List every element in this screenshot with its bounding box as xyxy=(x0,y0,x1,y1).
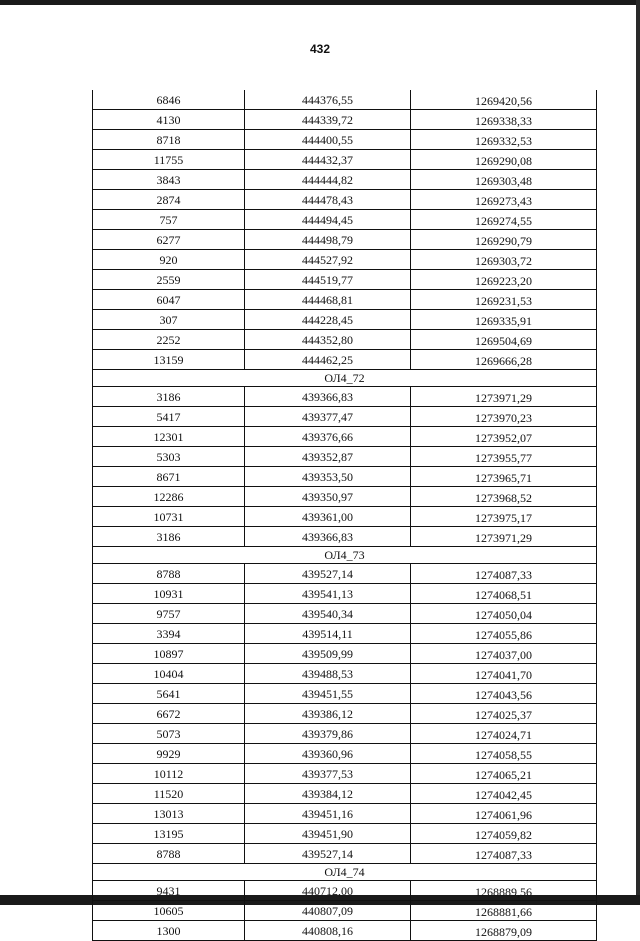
x-coordinate-cell: 439384,12 xyxy=(245,784,411,804)
y-coordinate-cell: 1274065,21 xyxy=(411,764,597,784)
point-number-cell: 3186 xyxy=(93,387,245,407)
point-number-cell: 307 xyxy=(93,310,245,330)
table-row xyxy=(93,427,597,447)
x-coordinate-cell: 439377,47 xyxy=(245,407,411,427)
y-coordinate-cell: 1274037,00 xyxy=(411,644,597,664)
point-number-cell: 8718 xyxy=(93,130,245,150)
y-coordinate-cell: 1274024,71 xyxy=(411,724,597,744)
y-coordinate-cell: 1274043,56 xyxy=(411,684,597,704)
point-number-cell: 5417 xyxy=(93,407,245,427)
table-row xyxy=(93,507,597,527)
y-coordinate-cell: 1269666,28 xyxy=(411,350,597,370)
point-number-cell: 12286 xyxy=(93,487,245,507)
section-header-row xyxy=(93,864,597,881)
x-coordinate-cell: 444444,82 xyxy=(245,170,411,190)
table-row xyxy=(93,447,597,467)
x-coordinate-cell: 444494,45 xyxy=(245,210,411,230)
point-number-cell: 13195 xyxy=(93,824,245,844)
scan-edge-right xyxy=(636,0,640,905)
table-row xyxy=(93,407,597,427)
x-coordinate-cell: 444498,79 xyxy=(245,230,411,250)
y-coordinate-cell: 1274059,82 xyxy=(411,824,597,844)
table-row xyxy=(93,387,597,407)
point-number-cell: 8671 xyxy=(93,467,245,487)
table-row xyxy=(93,170,597,190)
table-row xyxy=(93,250,597,270)
table-row xyxy=(93,824,597,844)
x-coordinate-cell: 444352,80 xyxy=(245,330,411,350)
point-number-cell: 10404 xyxy=(93,664,245,684)
table-row xyxy=(93,150,597,170)
y-coordinate-cell: 1268881,66 xyxy=(411,901,597,921)
section-header-row xyxy=(93,547,597,564)
x-coordinate-cell: 439379,86 xyxy=(245,724,411,744)
point-number-cell: 6672 xyxy=(93,704,245,724)
x-coordinate-cell: 439509,99 xyxy=(245,644,411,664)
x-coordinate-cell: 444376,55 xyxy=(245,90,411,110)
table-row xyxy=(93,527,597,547)
point-number-cell: 3186 xyxy=(93,527,245,547)
table-row xyxy=(93,230,597,250)
y-coordinate-cell: 1273970,23 xyxy=(411,407,597,427)
point-number-cell: 12301 xyxy=(93,427,245,447)
y-coordinate-cell: 1273971,29 xyxy=(411,527,597,547)
table-row xyxy=(93,744,597,764)
point-number-cell: 757 xyxy=(93,210,245,230)
point-number-cell: 11520 xyxy=(93,784,245,804)
table-row xyxy=(93,487,597,507)
x-coordinate-cell: 444432,37 xyxy=(245,150,411,170)
point-number-cell: 6846 xyxy=(93,90,245,110)
y-coordinate-cell: 1273968,52 xyxy=(411,487,597,507)
y-coordinate-cell: 1268889,56 xyxy=(411,881,597,901)
point-number-cell: 8788 xyxy=(93,844,245,864)
y-coordinate-cell: 1269420,56 xyxy=(411,90,597,110)
point-number-cell: 4130 xyxy=(93,110,245,130)
table-row xyxy=(93,350,597,370)
y-coordinate-cell: 1274050,04 xyxy=(411,604,597,624)
y-coordinate-cell: 1269504,69 xyxy=(411,330,597,350)
x-coordinate-cell: 444478,43 xyxy=(245,190,411,210)
table-row xyxy=(93,704,597,724)
point-number-cell: 3843 xyxy=(93,170,245,190)
y-coordinate-cell: 1269303,72 xyxy=(411,250,597,270)
x-coordinate-cell: 439451,90 xyxy=(245,824,411,844)
x-coordinate-cell: 444462,25 xyxy=(245,350,411,370)
x-coordinate-cell: 439541,13 xyxy=(245,584,411,604)
table-row xyxy=(93,110,597,130)
point-number-cell: 13013 xyxy=(93,804,245,824)
x-coordinate-cell: 439488,53 xyxy=(245,664,411,684)
table-row xyxy=(93,270,597,290)
y-coordinate-cell: 1274042,45 xyxy=(411,784,597,804)
y-coordinate-cell: 1273955,77 xyxy=(411,447,597,467)
x-coordinate-cell: 444339,72 xyxy=(245,110,411,130)
page-number: 432 xyxy=(309,42,331,56)
table-row xyxy=(93,210,597,230)
x-coordinate-cell: 444527,92 xyxy=(245,250,411,270)
point-number-cell: 10605 xyxy=(93,901,245,921)
x-coordinate-cell: 439451,16 xyxy=(245,804,411,824)
table-row xyxy=(93,130,597,150)
point-number-cell: 3394 xyxy=(93,624,245,644)
y-coordinate-cell: 1274025,37 xyxy=(411,704,597,724)
table-row xyxy=(93,844,597,864)
point-number-cell: 10112 xyxy=(93,764,245,784)
y-coordinate-cell: 1273971,29 xyxy=(411,387,597,407)
table-row xyxy=(93,190,597,210)
x-coordinate-cell: 439366,83 xyxy=(245,387,411,407)
table-row xyxy=(93,784,597,804)
y-coordinate-cell: 1273952,07 xyxy=(411,427,597,447)
y-coordinate-cell: 1274061,96 xyxy=(411,804,597,824)
coordinates-table-body xyxy=(93,90,597,941)
y-coordinate-cell: 1269274,55 xyxy=(411,210,597,230)
y-coordinate-cell: 1274058,55 xyxy=(411,744,597,764)
x-coordinate-cell: 439527,14 xyxy=(245,844,411,864)
point-number-cell: 6277 xyxy=(93,230,245,250)
table-row xyxy=(93,624,597,644)
x-coordinate-cell: 444228,45 xyxy=(245,310,411,330)
table-row xyxy=(93,90,597,110)
point-number-cell: 5641 xyxy=(93,684,245,704)
point-number-cell: 6047 xyxy=(93,290,245,310)
y-coordinate-cell: 1269231,53 xyxy=(411,290,597,310)
y-coordinate-cell: 1268879,09 xyxy=(411,921,597,941)
table-row xyxy=(93,664,597,684)
x-coordinate-cell: 439540,34 xyxy=(245,604,411,624)
y-coordinate-cell: 1273975,17 xyxy=(411,507,597,527)
point-number-cell: 11755 xyxy=(93,150,245,170)
y-coordinate-cell: 1269303,48 xyxy=(411,170,597,190)
x-coordinate-cell: 439350,97 xyxy=(245,487,411,507)
table-row xyxy=(93,921,597,941)
point-number-cell: 2559 xyxy=(93,270,245,290)
point-number-cell: 10731 xyxy=(93,507,245,527)
table-row xyxy=(93,881,597,901)
y-coordinate-cell: 1274087,33 xyxy=(411,844,597,864)
x-coordinate-cell: 439377,53 xyxy=(245,764,411,784)
y-coordinate-cell: 1269335,91 xyxy=(411,310,597,330)
x-coordinate-cell: 440808,16 xyxy=(245,921,411,941)
point-number-cell: 9757 xyxy=(93,604,245,624)
table-row xyxy=(93,310,597,330)
y-coordinate-cell: 1274068,51 xyxy=(411,584,597,604)
x-coordinate-cell: 440712,00 xyxy=(245,881,411,901)
y-coordinate-cell: 1269290,08 xyxy=(411,150,597,170)
point-number-cell: 5073 xyxy=(93,724,245,744)
table-row xyxy=(93,724,597,744)
point-number-cell: 10931 xyxy=(93,584,245,604)
y-coordinate-cell: 1269332,53 xyxy=(411,130,597,150)
table-row xyxy=(93,764,597,784)
point-number-cell: 2252 xyxy=(93,330,245,350)
y-coordinate-cell: 1274055,86 xyxy=(411,624,597,644)
x-coordinate-cell: 439353,50 xyxy=(245,467,411,487)
section-label: ОЛ4_74 xyxy=(93,864,597,881)
table-row xyxy=(93,564,597,584)
x-coordinate-cell: 439366,83 xyxy=(245,527,411,547)
x-coordinate-cell: 439376,66 xyxy=(245,427,411,447)
y-coordinate-cell: 1269338,33 xyxy=(411,110,597,130)
point-number-cell: 920 xyxy=(93,250,245,270)
x-coordinate-cell: 444468,81 xyxy=(245,290,411,310)
x-coordinate-cell: 439527,14 xyxy=(245,564,411,584)
section-label: ОЛ4_72 xyxy=(93,370,597,387)
x-coordinate-cell: 439352,87 xyxy=(245,447,411,467)
x-coordinate-cell: 439514,11 xyxy=(245,624,411,644)
x-coordinate-cell: 439386,12 xyxy=(245,704,411,724)
y-coordinate-cell: 1274087,33 xyxy=(411,564,597,584)
scan-edge-top xyxy=(0,0,640,5)
point-number-cell: 13159 xyxy=(93,350,245,370)
table-row xyxy=(93,804,597,824)
table-row xyxy=(93,644,597,664)
table-row xyxy=(93,584,597,604)
point-number-cell: 8788 xyxy=(93,564,245,584)
table-row xyxy=(93,330,597,350)
point-number-cell: 10897 xyxy=(93,644,245,664)
coordinates-table xyxy=(92,90,597,941)
y-coordinate-cell: 1273965,71 xyxy=(411,467,597,487)
point-number-cell: 9431 xyxy=(93,881,245,901)
x-coordinate-cell: 444519,77 xyxy=(245,270,411,290)
x-coordinate-cell: 444400,55 xyxy=(245,130,411,150)
point-number-cell: 2874 xyxy=(93,190,245,210)
x-coordinate-cell: 440807,09 xyxy=(245,901,411,921)
table-row xyxy=(93,901,597,921)
x-coordinate-cell: 439361,00 xyxy=(245,507,411,527)
table-row xyxy=(93,684,597,704)
table-row xyxy=(93,604,597,624)
point-number-cell: 5303 xyxy=(93,447,245,467)
y-coordinate-cell: 1274041,70 xyxy=(411,664,597,684)
point-number-cell: 9929 xyxy=(93,744,245,764)
table-row xyxy=(93,290,597,310)
y-coordinate-cell: 1269223,20 xyxy=(411,270,597,290)
x-coordinate-cell: 439451,55 xyxy=(245,684,411,704)
y-coordinate-cell: 1269290,79 xyxy=(411,230,597,250)
section-header-row xyxy=(93,370,597,387)
x-coordinate-cell: 439360,96 xyxy=(245,744,411,764)
section-label: ОЛ4_73 xyxy=(93,547,597,564)
table-row xyxy=(93,467,597,487)
point-number-cell: 1300 xyxy=(93,921,245,941)
y-coordinate-cell: 1269273,43 xyxy=(411,190,597,210)
